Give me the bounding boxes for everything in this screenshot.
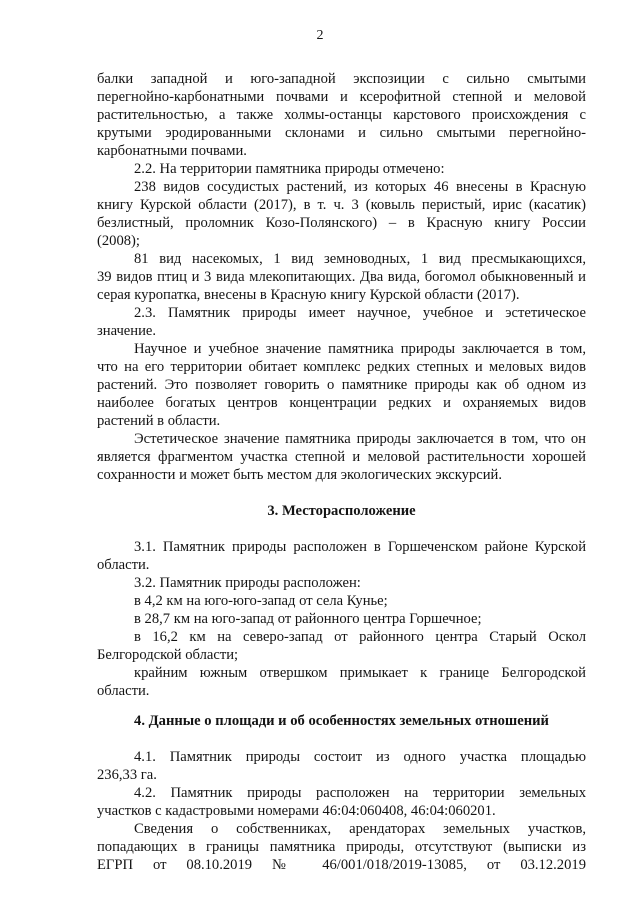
- text-line: наиболее богатых центров концентрации редких и охраняемых видов: [97, 395, 586, 411]
- text-line: 2.3. Памятник природы имеет научное, учебное и эстетическое: [134, 305, 586, 321]
- text-line: попадающих в границы памятника природы, отсутствуют (выписки из: [97, 839, 586, 855]
- text-line: Эстетическое значение памятника природы заключается в том, что он: [134, 431, 586, 447]
- text-line: растений. Это позволяет говорить о памятнике природы как об одном из: [97, 377, 586, 393]
- text-line: что на его территории обитает комплекс редких степных и меловых видов: [97, 359, 586, 375]
- text-line: значение.: [97, 323, 157, 339]
- text-line: в 4,2 км на юго-юго-запад от села Кунье;: [134, 593, 388, 609]
- text-line: ЕГРП от 08.10.2019 № 46/001/018/2019-13085, от 03.12.2019: [97, 857, 586, 873]
- text-line: 2.2. На территории памятника природы отмечено:: [134, 161, 445, 177]
- text-line: книгу Курской области (2017), в т. ч. 3 (ковыль перистый, ирис (касатик): [97, 197, 586, 213]
- text-line: сохранности и может быть местом для экологических экскурсий.: [97, 467, 503, 483]
- text-line: 3.2. Памятник природы расположен:: [134, 575, 361, 591]
- text-line: 3.1. Памятник природы расположен в Горшеченском районе Курской: [134, 539, 586, 555]
- text-line: (2008);: [97, 233, 140, 249]
- text-line: в 16,2 км на северо-запад от районного центра Старый Оскол: [134, 629, 586, 645]
- section-heading: 3. Месторасположение: [267, 503, 416, 519]
- text-line: Научное и учебное значение памятника природы заключается в том,: [134, 341, 586, 357]
- text-line: в 28,7 км на юго-запад от районного центра Горшечное;: [134, 611, 482, 627]
- text-line: области.: [97, 557, 150, 573]
- text-line: 4.1. Памятник природы состоит из одного участка площадью: [134, 749, 586, 765]
- text-line: Сведения о собственниках, арендаторах земельных участков,: [134, 821, 586, 837]
- text-line: балки западной и юго-западной экспозиции с сильно смытыми: [97, 71, 586, 87]
- text-line: карбонатными почвами.: [97, 143, 247, 159]
- text-line: растений в области.: [97, 413, 221, 429]
- text-line: перегнойно-карбонатными почвами и ксерофитной степной и меловой: [97, 89, 586, 105]
- text-line: 81 вид насекомых, 1 вид земноводных, 1 вид пресмыкающихся,: [134, 251, 586, 267]
- text-line: Белгородской области;: [97, 647, 239, 663]
- section-heading: 4. Данные о площади и об особенностях земельных отношений: [134, 713, 549, 729]
- text-line: области.: [97, 683, 150, 699]
- text-line: участков с кадастровыми номерами 46:04:060408, 46:04:060201.: [97, 803, 496, 819]
- text-line: 39 видов птиц и 3 вида млекопитающих. Два вида, богомол обыкновенный и: [97, 269, 586, 285]
- text-line: 4.2. Памятник природы расположен на территории земельных: [134, 785, 586, 801]
- text-line: крайним южным отвершком примыкает к границе Белгородской: [134, 665, 586, 681]
- text-line: 238 видов сосудистых растений, из которых 46 внесены в Красную: [134, 179, 586, 195]
- text-line: крутыми эродированными склонами и сильно смытыми перегнойно-: [97, 125, 586, 141]
- text-line: серая куропатка, внесены в Красную книгу Курской области (2017).: [97, 287, 520, 303]
- text-line: 236,33 га.: [97, 767, 157, 783]
- page-number: 2: [316, 28, 324, 43]
- text-line: является фрагментом участка степной и меловой растительности хорошей: [97, 449, 586, 465]
- text-line: безлистный, проломник Козо-Полянского) – в Красную книгу России: [97, 215, 586, 231]
- text-line: растительностью, а также холмы-останцы карстового происхождения с: [97, 107, 586, 123]
